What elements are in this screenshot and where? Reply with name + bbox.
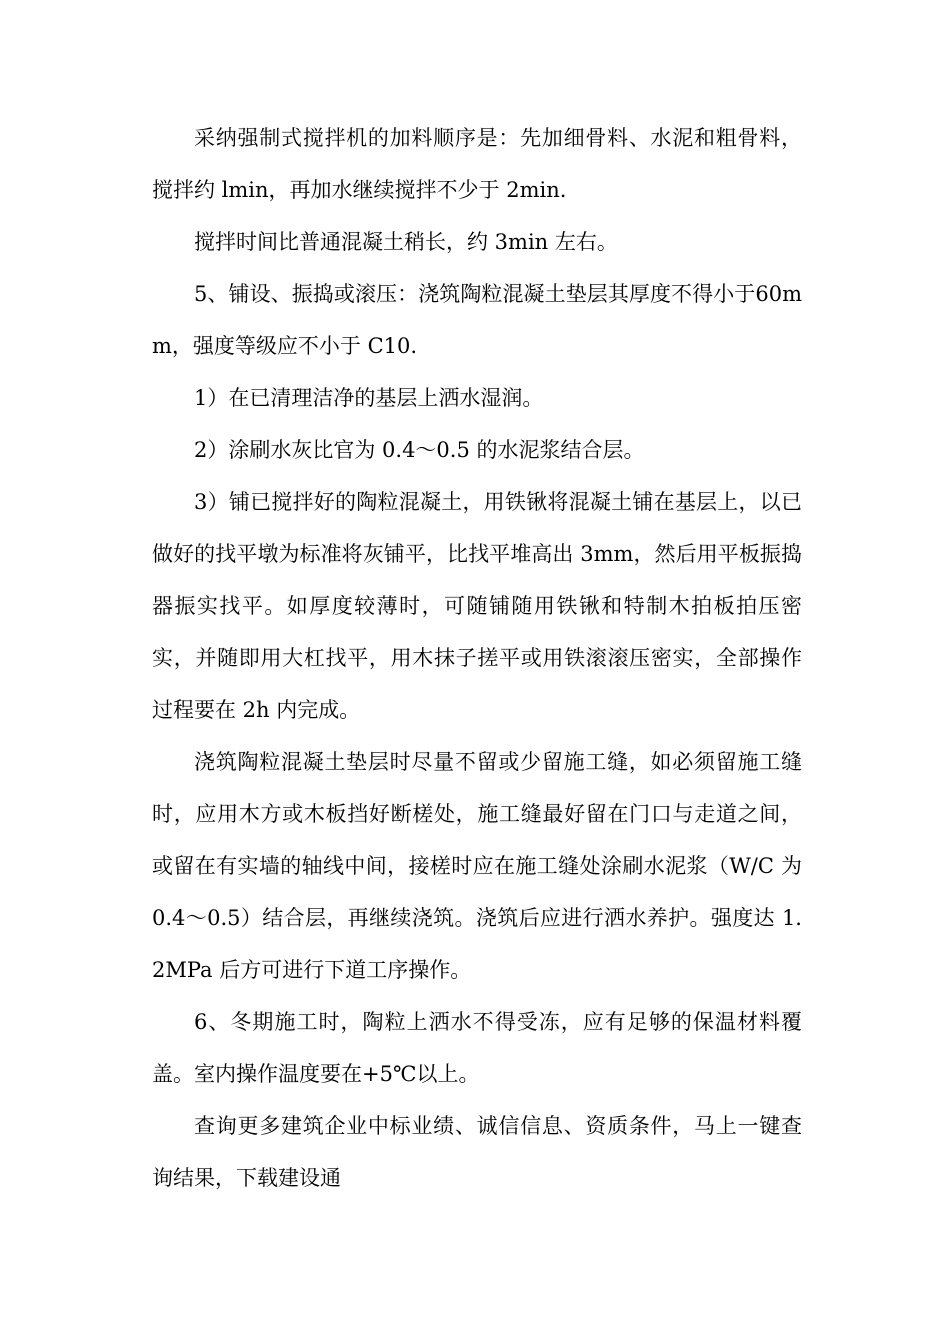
paragraph-mixing-order: 采纳强制式搅拌机的加料顺序是：先加细骨料、水泥和粗骨料，搅拌约 lmin，再加水继续搅拌不少于 2min. (152, 126, 802, 202)
paragraph-construction-joint: 浇筑陶粒混凝土垫层时尽量不留或少留施工缝，如必须留施工缝时，应用木方或木板挡好断槎处，施工缝最好留在门口与走道之间，或留在有实墙的轴线中间，接槎时应在施工缝处涂刷水泥浆（W/C 为 0.4～0.5）结合层，再继续浇筑。浇筑后应进行洒水养护。强度达 1.2MPa 后方可进行下道工序操作。 (152, 750, 802, 982)
paragraph-step-3: 3）铺已搅拌好的陶粒混凝土，用铁锹将混凝土铺在基层上，以已做好的找平墩为标准将灰铺平，比找平堆高出 3mm，然后用平板振捣器振实找平。如厚度较薄时，可随铺随用铁锹和特制木拍板拍压密实，并随即用大杠找平，用木抹子搓平或用铁滚滚压密实，全部操作过程要在 2h 内完成。 (152, 490, 802, 722)
document-body (152, 112, 802, 1204)
paragraph-step-1: 1）在已清理洁净的基层上洒水湿润。 (194, 386, 544, 410)
paragraph-step-2: 2）涂刷水灰比官为 0.4～0.5 的水泥浆结合层。 (194, 438, 645, 462)
paragraph-winter-construction: 6、冬期施工时，陶粒上洒水不得受冻，应有足够的保温材料覆盖。室内操作温度要在+5℃以上。 (152, 1010, 802, 1086)
paragraph-promo-query: 查询更多建筑企业中标业绩、诚信信息、资质条件，马上一键查询结果，下载建设通 (152, 1114, 802, 1190)
paragraph-mixing-time: 搅拌时间比普通混凝土稍长，约 3min 左右。 (194, 230, 618, 254)
paragraph-laying-heading: 5、铺设、振捣或滚压：浇筑陶粒混凝土垫层其厚度不得小于60mm，强度等级应不小于 C10. (152, 282, 802, 358)
